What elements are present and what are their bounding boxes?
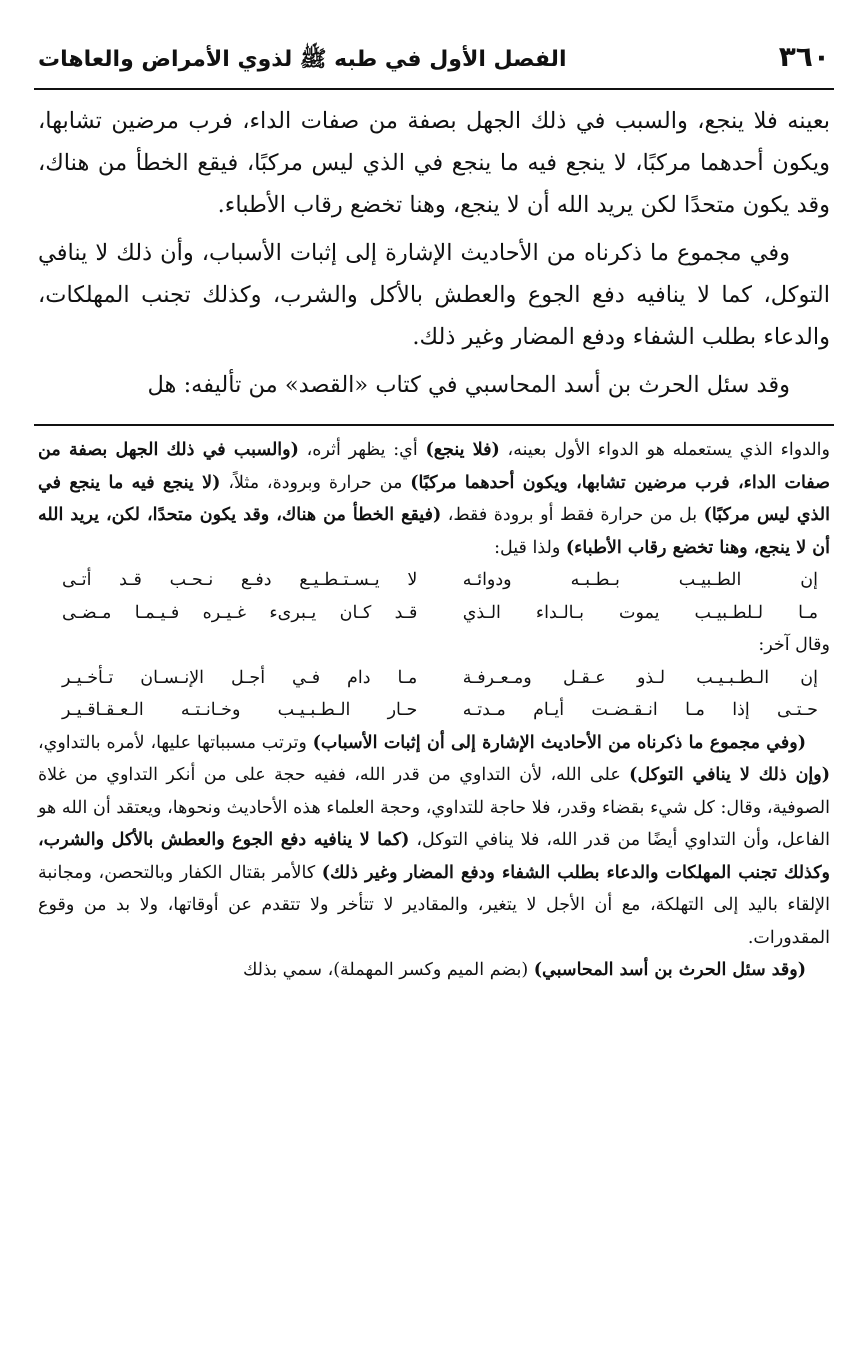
- running-title: الفصل الأول في طبه ﷺ لذوي الأمراض والعاهات: [38, 47, 567, 72]
- commentary-text: ولذا قيل:: [494, 537, 566, 558]
- verse-second-half: قـد كـان يـبرىء غـيـره فـيـمـا مـضـى: [62, 602, 418, 623]
- poem-verse: [62, 564, 818, 597]
- main-text: [34, 90, 834, 420]
- quoted-matn: (والسبب في ذلك الجهل بصفة من صفات الداء، فرب مرضين تشابها، ويكون أحدهما مركبًا): [38, 440, 831, 493]
- commentary-text: كالأمر بقتال الكفار وبالتحصن، ومجانبة الإلقاء باليد إلى التهلكة، مع أن الأجل لا يتغير، والمقادير لا تتأخر ولا تتقدم عن أوقاتها، ولا بد من وقوع المقدورات.: [38, 862, 830, 948]
- quoted-matn: (كما لا ينافيه دفع الجوع والعطش بالأكل والشرب، وكذلك تجنب المهلكات والدعاء بطلب الشفاء ودفع المضار وغير ذلك): [38, 830, 830, 883]
- quoted-matn: (وفي مجموع ما ذكرناه من الأحاديث الإشارة إلى أن إثبات الأسباب): [312, 732, 806, 753]
- quoted-matn: (لا ينجع فيه ما ينجع في الذي ليس مركبًا): [38, 472, 830, 525]
- poem: [38, 564, 830, 629]
- main-paragraph: وقد سئل الحرث بن أسد المحاسبي في كتاب «القصد» من تأليفه: هل: [147, 372, 790, 398]
- quoted-matn: (وقد سئل الحرث بن أسد المحاسبي): [533, 960, 806, 980]
- verse-first-half: مـا لـلطـبيـب يموت بـالـداء الـذي: [462, 602, 818, 623]
- commentary-paragraph: [38, 727, 830, 955]
- footnote-divider: [34, 424, 834, 426]
- commentary-text: وترتب مسبباتها عليها، لأمره بالتداوي،: [38, 732, 313, 753]
- verse-first-half: حـتـى إذا مـا انـقـضـت أيـام مـدتـه: [462, 700, 818, 720]
- quoted-matn: (وإن ذلك لا ينافي التوكل): [629, 765, 831, 785]
- verse-second-half: حـار الـطـبـيـب وخـانـتـه الـعـقـاقـيـر: [62, 700, 418, 720]
- verse-first-half: إن الـطـبـيـب لـذو عـقـل ومـعـرفـة: [462, 667, 818, 688]
- quoted-matn: (فيقع الخطأ من هناك، وقد يكون متحدًا، لكن، يريد الله أن لا ينجع، وهنا تخضع رقاب الأطباء): [38, 505, 830, 558]
- poem-verse: [62, 694, 818, 727]
- commentary-paragraph: [38, 434, 830, 564]
- commentary-text: على الله، لأن التداوي من قدر الله، ففيه حجة على من أنكر التداوي من غلاة الصوفية، وقال: كل شيء بقضاء وقدر، فلا حاجة للتداوي، وحجة العلماء هذه الأحاديث ونحوها، ويعتقد أن الله هو الفاعل، وأن التداوي أيضًا من قدر الله، فلا ينافي التوكل،: [38, 765, 830, 850]
- commentary-paragraph: [38, 954, 830, 987]
- poem-label: وقال آخر:: [758, 635, 830, 655]
- commentary: [34, 434, 834, 987]
- commentary-text: بل من حرارة فقط أو برودة فقط،: [441, 505, 704, 525]
- poem: [38, 662, 830, 727]
- page-number: ٣٦٠: [778, 40, 830, 73]
- poem-verse: [62, 597, 818, 630]
- commentary-text: أي: يظهر أثره،: [298, 440, 426, 460]
- verse-second-half: لا يـسـتـطـيـع دفـع نـحـب قـد أتـى: [62, 570, 418, 590]
- main-paragraph: بعينه فلا ينجع، والسبب في ذلك الجهل بصفة من صفات الداء، فرب مرضين تشابها، ويكون أحدهما مركبًا، لا ينجع فيه ما ينجع في الذي ليس مركبًا، فيقع الخطأ من هناك، وقد يكون متحدًا لكن يريد الله أن لا ينجع، وهنا تخضع رقاب الأطباء.: [38, 108, 830, 218]
- quoted-matn: (فلا ينجع): [425, 440, 500, 460]
- verse-first-half: إن الطـبيـب بـطـبـه ودوائـه: [462, 570, 818, 590]
- poem-verse: [62, 662, 818, 695]
- book-page: [34, 40, 834, 1319]
- main-paragraph: وفي مجموع ما ذكرناه من الأحاديث الإشارة إلى إثبات الأسباب، وأن ذلك لا ينافي التوكل، كما لا ينافيه دفع الجوع والعطش بالأكل والشرب، وكذلك تجنب المهلكات، والدعاء بطلب الشفاء ودفع المضار وغير ذلك.: [38, 240, 830, 350]
- page-header: [34, 40, 834, 90]
- commentary-text: من حرارة وبرودة، مثلاً،: [220, 472, 411, 493]
- commentary-text: والدواء الذي يستعمله هو الدواء الأول بعينه،: [499, 440, 830, 460]
- verse-second-half: مـا دام فـي أجـل الإنـسـان تـأخـيـر: [62, 667, 418, 688]
- commentary-text: (بضم الميم وكسر المهملة)، سمي بذلك: [242, 960, 534, 980]
